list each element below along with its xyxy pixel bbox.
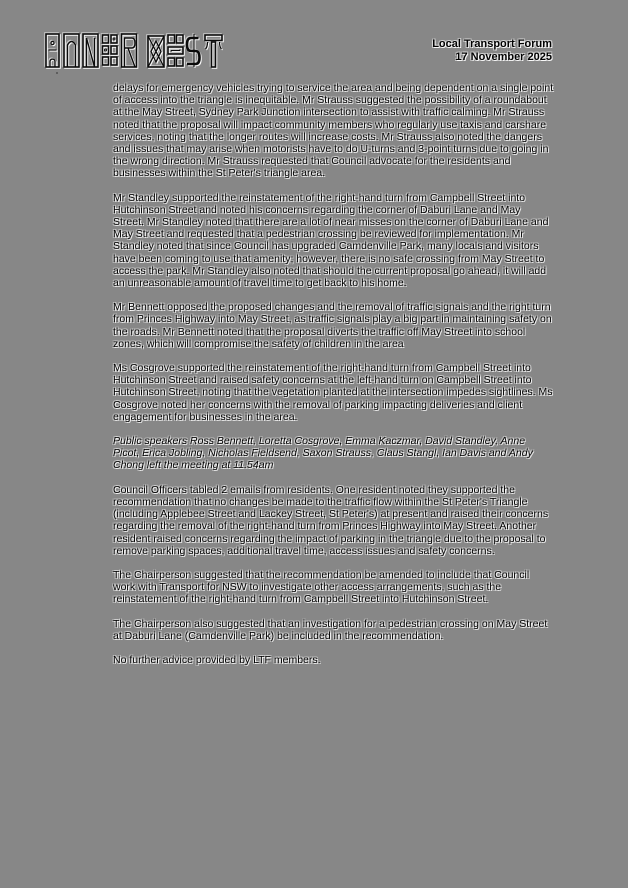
inner-west-logo-icon <box>45 30 223 72</box>
paragraph-chairperson-amendment: The Chairperson suggested that the recommendation be amended to include that Council work with Transport for NSW to investigate other access arrangements, such as the reinstatement of the right-hand turn from Campbell Street into Hutchinson Street. <box>113 568 530 606</box>
minutes-body <box>113 82 554 678</box>
paragraph-chairperson-crossing: The Chairperson also suggested that an investigation for a pedestrian crossing on May Street at Daburi Lane (Camdenville Park) be included in the recommendation. <box>113 617 548 642</box>
paragraph-public-speakers-departure: Public speakers Ross Bennett, Loretta Cosgrove, Emma Kaczmar, David Standley, Anne Picot, Erica Jobling, Nicholas Fieldsend, Saxon Strauss, Claus Stangl, Ian Davis and Andy Chong left the meeting at 11.54am <box>113 435 533 472</box>
paragraph-strauss-comments: delays for emergency vehicles trying to service the area and being dependent on a single point of access into the triangle is inequitable. Mr Strauss suggested the possibility of a roundabout at the May Street, Sydney Park Junction intersection to assist with traffic calming. Mr Strauss noted that the proposal will impact community members who regularly use taxis and carshare services, noting that the longer routes will increase costs. Mr Strauss also noted the dangers and issues that may arise when motorists have to do U-turns and 3-point turns due to going in the wrong direction. Mr Strauss requested that Council advocate for the residents and businesses within the St Peter's triangle area. <box>113 82 554 180</box>
document-header <box>432 38 552 64</box>
paragraph-cosgrove-comments: Ms Cosgrove supported the reinstatement of the right-hand turn from Campbell Street into Hutchinson Street and raised safety concerns at the left-hand turn on Campbell Street into Hutchinson Street, noting that the vegetation planted at the intersection impedes sightlines. Ms Cosgrove noted her concerns with the removal of parking impacting deliveries and client engagement for businesses in the area. <box>113 362 553 423</box>
paragraph-standley-comments: Mr Standley supported the reinstatement of the right-hand turn from Campbell Street into Hutchinson Street and noted his concerns regarding the corner of Daburi Lane and May Street. Mr Standley noted that there are a lot of near misses on the corner of Daburi Lane and May Street and requested that a pedestrian crossing be reviewed for implementation. Mr Standley noted that since Council has upgraded Camdenville Park, many locals and visitors have been coming to use that amenity; however, there is no safe crossing from May Street to access the park. Mr Standley also noted that should the current proposal go ahead, it will add an unreasonable amount of travel time to get back to his home. <box>113 191 549 290</box>
scan-artifact-dot <box>56 72 58 74</box>
inner-west-logo <box>45 30 223 72</box>
meeting-date: 17 November 2025 <box>455 51 552 63</box>
paragraph-resident-emails: Council Officers tabled 2 emails from residents. One resident noted they supported the recommendation that no changes be made to the traffic flow within the St Peter's Triangle (including Applebee Street and Lackey Street, St Peter's) at present and raised their concerns regarding the removal of the right-hand turn from Princes Highway into May Street. Another resident raised concerns regarding the impact of parking in the triangle due to the proposal to remove parking spaces, additional travel time, access issues and safety concerns. <box>113 483 549 557</box>
paragraph-no-further-advice: No further advice provided by LTF members. <box>113 653 321 666</box>
meeting-title: Local Transport Forum <box>432 38 552 50</box>
paragraph-bennett-comments: Mr Bennett opposed the proposed changes and the removal of traffic signals and the right turn from Princes Highway into May Street, as traffic signals play a big part in maintaining safety on the roads. Mr Bennett noted that the proposal diverts the traffic off May Street into school zones, which will compromise the safety of children in the area <box>113 301 552 350</box>
